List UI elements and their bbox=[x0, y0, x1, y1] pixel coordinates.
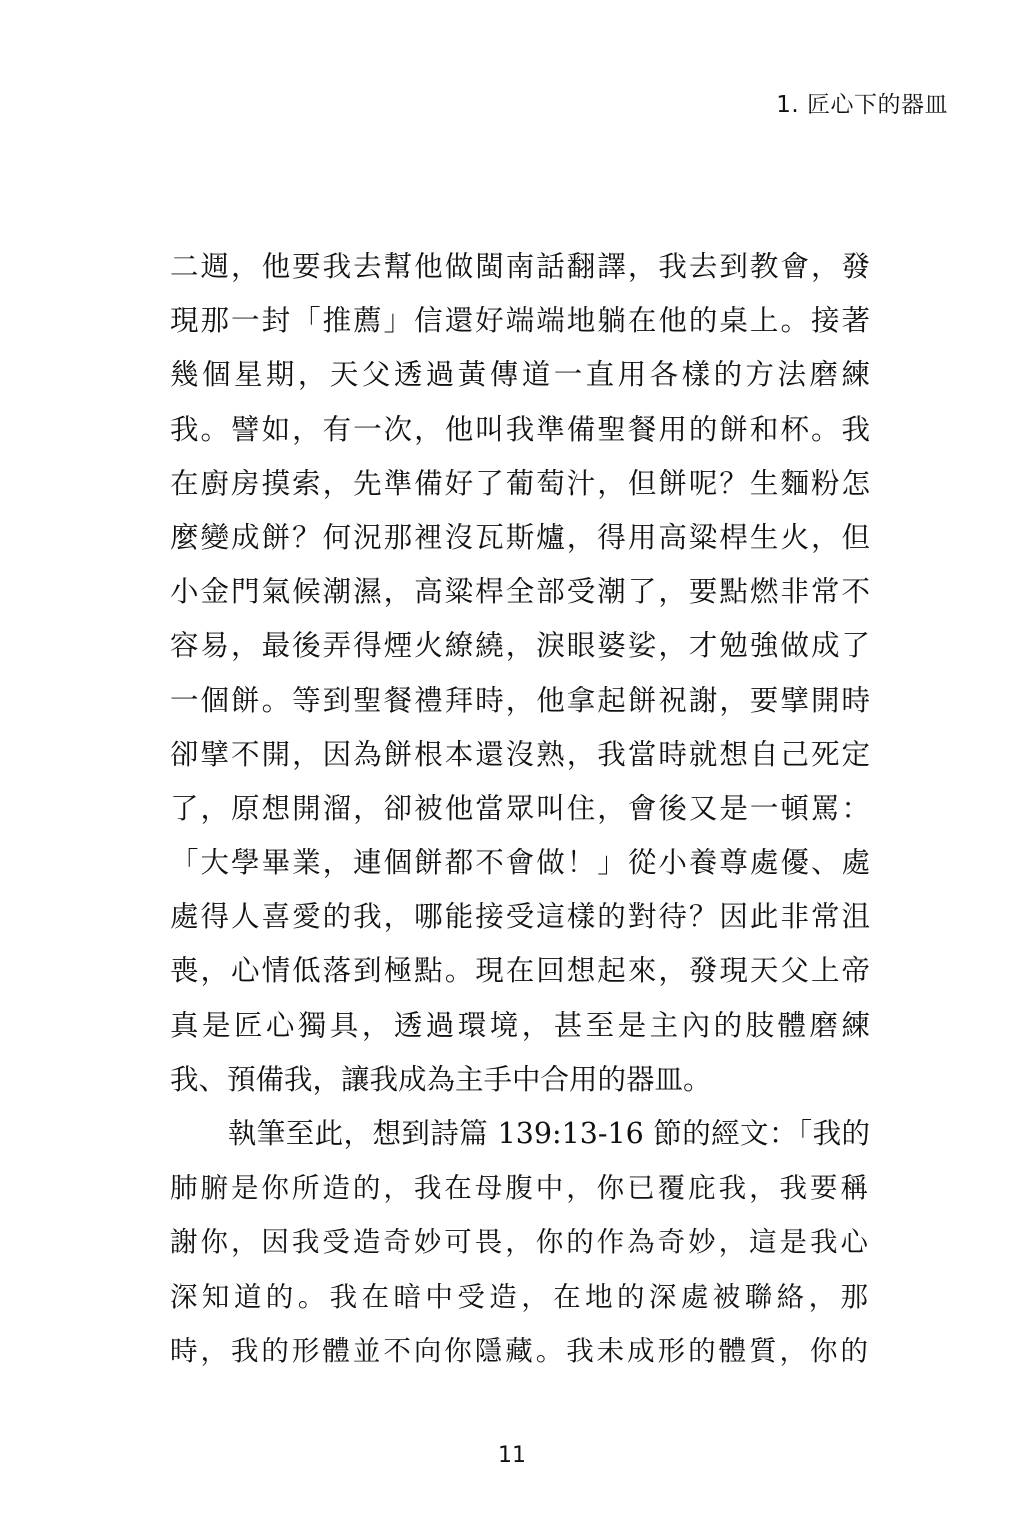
text-line: 二週，他要我去幫他做閩南話翻譯，我去到教會，發 bbox=[170, 250, 870, 283]
text-line: 幾個星期，天父透過黃傳道一直用各樣的方法磨練 bbox=[170, 358, 870, 392]
text-line: 現那一封「推薦」信還好端端地躺在他的桌上。接著 bbox=[170, 304, 870, 338]
text-line: 麼變成餅？何況那裡沒瓦斯爐，得用高粱桿生火，但 bbox=[170, 520, 870, 554]
text-line-quote: 深知道的。我在暗中受造，在地的深處被聯絡，那 bbox=[170, 1280, 870, 1313]
text-line: 卻擘不開，因為餅根本還沒熟，我當時就想自己死定 bbox=[170, 737, 870, 771]
running-header-chapter-title: 1. 匠心下的器皿 bbox=[776, 92, 948, 118]
text-line-quote: 時，我的形體並不向你隱藏。我未成形的體質，你的 bbox=[170, 1334, 870, 1367]
page-number: 11 bbox=[498, 1443, 526, 1468]
text-line: 容易，最後弄得煙火繚繞，淚眼婆娑，才勉強做成了 bbox=[170, 629, 870, 663]
text-line-quote: 肺腑是你所造的，我在母腹中，你已覆庇我，我要稱 bbox=[170, 1172, 870, 1205]
text-line-paragraph-end: 我、預備我，讓我成為主手中合用的器皿。 bbox=[170, 1062, 712, 1096]
text-line: 一個餅。等到聖餐禮拜時，他拿起餅祝謝，要擘開時 bbox=[170, 683, 870, 717]
text-line: 處得人喜愛的我，哪能接受這樣的對待？因此非常沮 bbox=[170, 900, 870, 934]
text-line: 小金門氣候潮濕，高粱桿全部受潮了，要點燃非常不 bbox=[170, 575, 870, 609]
text-line: 在廚房摸索，先準備好了葡萄汁，但餅呢？生麵粉怎 bbox=[170, 466, 870, 500]
text-line: 了，原想開溜，卻被他當眾叫住，會後又是一頓罵： bbox=[170, 791, 870, 825]
text-line: 我。譬如，有一次，他叫我準備聖餐用的餅和杯。我 bbox=[170, 412, 870, 446]
text-line: 「大學畢業，連個餅都不會做！」從小養尊處優、處 bbox=[170, 846, 870, 880]
text-line: 真是匠心獨具，透過環境，甚至是主內的肢體磨練 bbox=[170, 1008, 870, 1042]
text-line-paragraph-start: 執筆至此，想到詩篇 139:13-16 節的經文：「我的 bbox=[170, 1117, 870, 1150]
text-line-quote: 謝你，因我受造奇妙可畏，你的作為奇妙，這是我心 bbox=[170, 1226, 870, 1259]
text-line: 喪，心情低落到極點。現在回想起來，發現天父上帝 bbox=[170, 954, 870, 988]
body-text bbox=[170, 240, 870, 1378]
